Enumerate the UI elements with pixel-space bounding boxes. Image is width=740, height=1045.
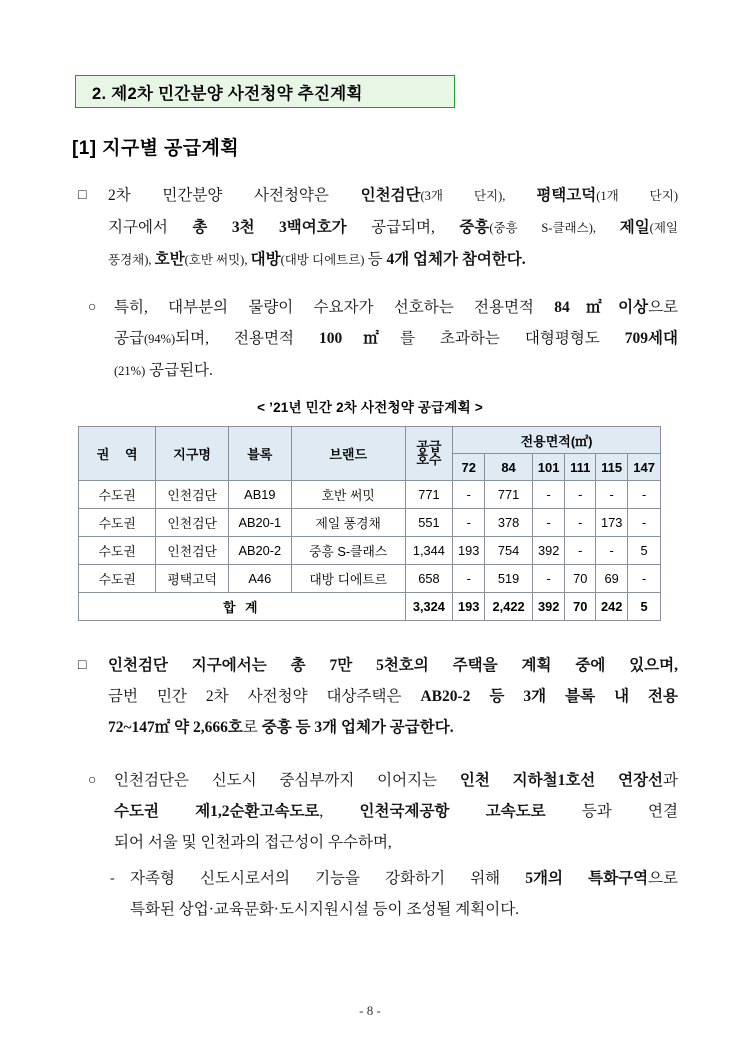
- text-run: 4개 업체가 참여한다.: [386, 251, 526, 268]
- text-run: (호반 써밋),: [184, 253, 251, 267]
- cell-total-area-84: 2,422: [485, 593, 533, 621]
- paragraph-body: [108, 650, 678, 743]
- cell-region: 수도권: [79, 537, 156, 565]
- bullet-square-icon: □: [78, 188, 87, 203]
- cell-area-101: -: [532, 481, 565, 509]
- text-run: 특히, 대부분의 물량이 수요자가 선호하는 전용면적: [114, 299, 555, 316]
- section-heading-text: 2. 제2차 민간분양 사전청약 추진계획: [92, 84, 363, 103]
- bullet-circle-icon: ○: [88, 300, 97, 315]
- text-run: 평택고덕: [536, 187, 597, 204]
- text-run: 100㎡: [318, 330, 400, 347]
- text-run: ,: [319, 803, 360, 820]
- text-run: 호반: [154, 251, 185, 268]
- col-header-area-111: 111: [565, 454, 596, 481]
- page-number: - 8 -: [359, 1003, 381, 1018]
- cell-district: 인천검단: [156, 537, 229, 565]
- bullet-dash-icon: -: [110, 871, 115, 886]
- col-header-block: 블록: [228, 427, 291, 481]
- cell-block: AB20-2: [228, 537, 291, 565]
- paragraph-specialized-zones: [110, 863, 678, 925]
- text-run: (21%): [114, 364, 146, 378]
- text-run: 지구에서: [108, 219, 193, 236]
- paragraph-body: [114, 765, 678, 858]
- cell-brand: 호반 써밋: [291, 481, 405, 509]
- paragraph-line: [130, 863, 678, 894]
- text-run: (제일: [649, 221, 678, 235]
- cell-region: 수도권: [79, 509, 156, 537]
- text-run: 인천 지하철1호선 연장선: [459, 772, 664, 789]
- bullet-square-icon: □: [78, 658, 87, 673]
- cell-supply: 1,344: [405, 537, 453, 565]
- text-run: 총 3천 3백여호가: [192, 219, 347, 236]
- paragraph-line: [108, 180, 678, 212]
- col-header-supply-count: [405, 427, 453, 481]
- text-run: 인천검단은 신도시 중심부까지 이어지는: [114, 772, 460, 789]
- text-run: 등: [367, 251, 387, 268]
- paragraph-line: [114, 827, 678, 858]
- text-run: 72~147㎡ 약 2,666호: [108, 719, 243, 736]
- bullet-circle-icon: ○: [88, 773, 97, 788]
- cell-area-101: 392: [532, 537, 565, 565]
- text-run: 84㎡이상: [554, 299, 649, 316]
- table-header-row-1: [79, 427, 661, 454]
- table-total-row: [79, 593, 661, 621]
- cell-area-84: 519: [485, 565, 533, 593]
- paragraph-body: [114, 292, 678, 387]
- table-body: [79, 481, 661, 621]
- text-run: (1개 단지): [596, 189, 678, 203]
- cell-area-115: 173: [596, 509, 628, 537]
- cell-total-area-147: 5: [628, 593, 661, 621]
- text-run: 수도권 제1,2순환고속도로: [114, 803, 320, 820]
- paragraph-line: [114, 796, 678, 827]
- paragraph-line: [108, 681, 678, 712]
- table-caption: < ’21년 민간 2차 사전청약 공급계획 >: [257, 400, 483, 415]
- cell-region: 수도권: [79, 565, 156, 593]
- cell-region: 수도권: [79, 481, 156, 509]
- paragraph-body: [130, 863, 678, 925]
- cell-area-72: -: [453, 481, 485, 509]
- table-row: [79, 481, 661, 509]
- table-row: [79, 565, 661, 593]
- text-run: 5개의 특화구역: [525, 870, 649, 887]
- text-run: 공급된다.: [145, 362, 213, 379]
- cell-area-84: 754: [485, 537, 533, 565]
- text-run: (중흥 S-클래스),: [489, 221, 620, 235]
- cell-district: 평택고덕: [156, 565, 229, 593]
- col-header-area-72: 72: [453, 454, 485, 481]
- col-header-area-115: 115: [596, 454, 628, 481]
- paragraph-line: [108, 712, 678, 743]
- text-run: 인천검단: [360, 187, 421, 204]
- cell-total-area-115: 242: [596, 593, 628, 621]
- cell-total-area-72: 193: [453, 593, 485, 621]
- cell-area-147: -: [628, 509, 661, 537]
- paragraph-transport-access: [88, 765, 678, 858]
- text-run: 709세대: [624, 330, 678, 347]
- cell-area-84: 378: [485, 509, 533, 537]
- cell-area-72: -: [453, 565, 485, 593]
- paragraph-line: [114, 355, 678, 387]
- cell-area-111: 70: [565, 565, 596, 593]
- table-head: [79, 427, 661, 481]
- paragraph-line: [108, 244, 678, 276]
- text-run: (대방 디에트르): [280, 253, 368, 267]
- cell-block: AB20-1: [228, 509, 291, 537]
- cell-area-111: -: [565, 537, 596, 565]
- paragraph-incheon-geomdan: [78, 650, 678, 743]
- text-run: 풍경채),: [108, 253, 155, 267]
- col-header-area-group: 전용면적(㎡): [453, 427, 661, 454]
- cell-area-72: 193: [453, 537, 485, 565]
- text-run: 되어 서울 및 인천과의 접근성이 우수하며,: [114, 834, 392, 851]
- text-run: 공급: [114, 330, 144, 347]
- cell-area-101: -: [532, 509, 565, 537]
- col-header-region-label: 권 역: [96, 447, 144, 462]
- text-run: 자족형 신도시로서의 기능을 강화하기 위해: [130, 870, 526, 887]
- cell-district: 인천검단: [156, 509, 229, 537]
- text-run: 과: [663, 772, 679, 789]
- cell-brand: 제일 풍경채: [291, 509, 405, 537]
- cell-area-111: -: [565, 481, 596, 509]
- cell-district: 인천검단: [156, 481, 229, 509]
- paragraph-line: [108, 650, 678, 681]
- table-row: [79, 537, 661, 565]
- cell-supply: 658: [405, 565, 453, 593]
- text-run: (94%): [143, 332, 176, 346]
- cell-area-101: -: [532, 565, 565, 593]
- cell-supply: 551: [405, 509, 453, 537]
- cell-area-147: -: [628, 565, 661, 593]
- text-run: 금번 민간 2차 사전청약 대상주택은: [108, 688, 421, 705]
- text-run: 대방: [250, 251, 281, 268]
- cell-area-115: -: [596, 481, 628, 509]
- col-header-district: 지구명: [156, 427, 229, 481]
- cell-area-115: -: [596, 537, 628, 565]
- text-run: 등과 연결: [545, 803, 679, 820]
- paragraph-line: [108, 212, 678, 244]
- cell-area-84: 771: [485, 481, 533, 509]
- col-header-area-84: 84: [485, 454, 533, 481]
- text-run: 를 초과하는 대형평형도: [400, 330, 625, 347]
- cell-brand: 중흥 S-클래스: [291, 537, 405, 565]
- paragraph-line: [114, 292, 678, 323]
- text-run: 인천국제공항 고속도로: [359, 803, 546, 820]
- text-run: AB20-2 등 3개 블록 내 전용: [420, 688, 678, 705]
- cell-total-area-111: 70: [565, 593, 596, 621]
- text-run: 중흥: [459, 219, 490, 236]
- text-run: 총 7만 5천호의 주택을 계획 중에 있으며,: [290, 657, 678, 674]
- paragraph-line: [114, 765, 678, 796]
- paragraph-supply-overview: [78, 180, 678, 276]
- col-header-brand: 브랜드: [291, 427, 405, 481]
- text-run: 중흥 등 3개 업체가 공급한다.: [261, 719, 454, 736]
- text-run: 공급되며,: [346, 219, 460, 236]
- col-header-area-147: 147: [628, 454, 661, 481]
- cell-area-115: 69: [596, 565, 628, 593]
- cell-area-72: -: [453, 509, 485, 537]
- cell-total-area-101: 392: [532, 593, 565, 621]
- section-heading-box: [75, 75, 455, 108]
- table-row: [79, 509, 661, 537]
- cell-area-111: -: [565, 509, 596, 537]
- col-header-area-101: 101: [532, 454, 565, 481]
- paragraph-body: [108, 180, 678, 276]
- cell-total-supply: 3,324: [405, 593, 453, 621]
- supply-count-line1: 공급: [416, 439, 442, 454]
- text-run: 특화된 상업·교육문화·도시지원시설 등이 조성될 계획이다.: [130, 901, 520, 918]
- paragraph-area-breakdown: [88, 292, 678, 387]
- paragraph-line: [130, 894, 678, 925]
- text-run: 인천검단 지구에서는: [108, 657, 291, 674]
- sub-heading: [1] 지구별 공급계획: [72, 138, 240, 159]
- cell-area-147: 5: [628, 537, 661, 565]
- col-header-region: [79, 427, 156, 481]
- cell-supply: 771: [405, 481, 453, 509]
- cell-block: A46: [228, 565, 291, 593]
- supply-plan-table: [78, 426, 661, 621]
- cell-block: AB19: [228, 481, 291, 509]
- text-run: 되며, 전용면적: [175, 330, 319, 347]
- text-run: (3개 단지),: [420, 189, 537, 203]
- text-run: 으로: [648, 870, 678, 887]
- cell-area-147: -: [628, 481, 661, 509]
- text-run: 으로: [648, 299, 679, 316]
- text-run: 제일: [619, 219, 650, 236]
- cell-brand: 대방 디에트르: [291, 565, 405, 593]
- supply-count-line2: 호수: [416, 452, 442, 467]
- paragraph-line: [114, 323, 678, 355]
- text-run: 로: [242, 719, 262, 736]
- cell-total-label: 합 계: [79, 593, 406, 621]
- text-run: 2차 민간분양 사전청약은: [108, 187, 361, 204]
